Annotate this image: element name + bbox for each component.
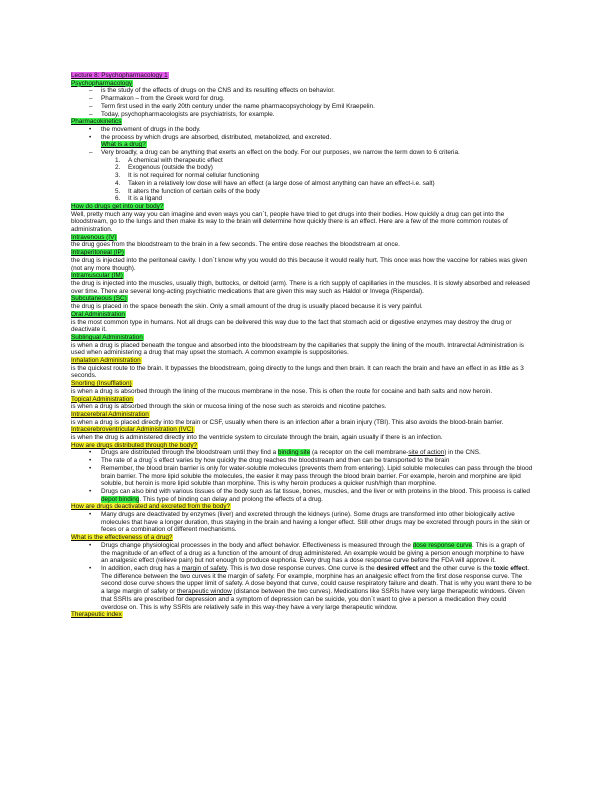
route-heading-row	[71, 272, 533, 280]
numbered-item	[71, 172, 533, 180]
heading-psychopharmacology: Psychopharmacology	[71, 79, 133, 87]
section-deactivated	[71, 503, 533, 511]
heading-intravenous-iv: Intravenous (IV)	[71, 233, 117, 241]
psychopharmacology-item-4: Today, psychopharmacologists are psychiatrists, for example.	[101, 110, 275, 118]
heading-snorting-insufflation: Snorting (Insufflation)	[71, 380, 132, 388]
heading-how-get-in: How do drugs get into our body?	[71, 202, 164, 210]
text: Drugs change physiological processes in the body and affect behavior. Effectiveness is measured through the	[101, 541, 413, 549]
text: and the other curve is the	[418, 565, 494, 572]
route-heading-row	[71, 295, 533, 303]
list-item	[71, 126, 533, 134]
list-item	[71, 149, 533, 157]
route-text-topical-administration: is when a drug is absorbed through the skin or mucosa lining of the nose such as steroids and nicotine patches.	[71, 403, 387, 411]
list-item	[71, 488, 533, 503]
criterion-text: It alters the function of certain cells of the body	[128, 187, 260, 195]
list-item	[71, 103, 533, 111]
criterion-text: It is not required for normal cellular functioning	[128, 172, 260, 180]
criterion-text: A chemical with therapeutic effect	[128, 156, 223, 164]
routes-of-administration	[71, 234, 533, 442]
numbered-item	[71, 180, 533, 188]
heading-inhalation-administration: Inhalation Administration	[71, 357, 141, 365]
item-number: 4.	[115, 179, 121, 187]
text: Remember, the blood brain barrier is only for water-soluble molecules (prevents them from entering). Lipid soluble molecules can pass through the blood brain barrier. The more lipid soluble the molecules, the easier it may pass through the blood brain barrier. For example, heroin and morphine are lipid soluble, but heroin is more lipid soluble than morphine. This is why heroin produces a quicker rush/high than morphine.	[101, 464, 533, 488]
dot-bullet: •	[89, 565, 92, 572]
text: . The difference between the two curves it the margin of safety. For example, morphine has an analgesic effect from the first dose response curve. The second dose curve shows the upper limit of safety. A dose beyond that curve, could cause respiratory failure and death. That is why you want there to be a large margin of safety or	[101, 565, 532, 596]
route-text-oral-administration: is the most common type in humans. Not all drugs can be delivered this way due to the fact that stomach acid or digestive enzymes may destroy the drug or deactivate it.	[71, 318, 512, 334]
section-psychopharmacology	[71, 80, 533, 88]
route-text-intravenous-iv: the drug goes from the bloodstream to the brain in a few seconds. The entire dose reaches the bloodstream at once.	[71, 241, 400, 249]
route-text-intracerebral-administration: is when a drug is placed directly into the brain or CSF, usually when there is an infection after a brain injury (TBI). This also avoids the blood-brain barrier.	[71, 418, 504, 426]
lecture-title-row	[71, 72, 533, 80]
lecture-title: Lecture 8: Psychopharmacology 1	[71, 72, 168, 79]
route-text-sublingual-administration: is when a drug is placed beneath the tongue and absorbed into the bloodstream by the capillaries that supply the lining of the mouth. Intrarectal Administration is used when administering a drug that may upset the stomach. A common example is suppositories.	[71, 341, 524, 357]
list-item	[71, 565, 533, 611]
route-heading-row	[71, 311, 533, 319]
text: ) in the CNS.	[444, 449, 481, 457]
item-number: 1.	[115, 156, 121, 164]
heading-deactivated: How are drugs deactivated and excreted from the body?	[71, 503, 231, 511]
item-number: 5.	[115, 187, 121, 195]
drug-criteria-list	[71, 157, 533, 203]
highlight-dose-response-curve: dose response curve	[412, 541, 473, 549]
text: (a receptor on the cell membrane-	[310, 449, 409, 457]
route-heading-row	[71, 396, 533, 404]
route-heading-row	[71, 411, 533, 419]
numbered-item	[71, 188, 533, 196]
dot-bullet: •	[89, 464, 92, 472]
pharmacokinetics-list	[71, 126, 533, 141]
psychopharmacology-item-3: Term first used in the early 20th century under the name pharmacopsychology by Emil Kraepelin.	[101, 102, 375, 110]
psychopharmacology-list	[71, 87, 533, 118]
criterion-text: Exogenous (outside the body)	[128, 164, 213, 172]
dash-bullet: –	[89, 110, 93, 118]
list-item	[71, 542, 533, 565]
heading-therapeutic-index: Therapeutic index	[71, 611, 122, 619]
route-heading-row	[71, 357, 533, 365]
section-what-is-drug	[71, 141, 533, 149]
route-text-snorting-insufflation: is when a drug is absorbed through the lining of the mucous membrane in the nose. This is often the route for cocaine and bath salts and now heroin.	[71, 387, 493, 395]
heading-intramuscular-im: Intramuscular (IM)	[71, 272, 123, 280]
list-item	[71, 457, 533, 465]
route-heading-row	[71, 426, 533, 434]
what-is-drug-intro: Very broadly, a drug can be anything that exerts an effect on the body. For our purposes, we narrow the term down to 6 criteria.	[101, 149, 460, 157]
route-heading-row	[71, 234, 533, 242]
dash-bullet: –	[89, 102, 93, 110]
list-item	[71, 95, 533, 103]
item-number: 6.	[115, 195, 121, 203]
list-item	[71, 511, 533, 534]
pharmacokinetics-item-2: the process by which drugs are absorbed, distributed, metabolized, and excreted.	[101, 133, 332, 141]
dot-bullet: •	[89, 487, 92, 495]
text: . This is two dose response curves. One curve is the	[226, 565, 377, 572]
heading-what-is-drug: What is a drug?	[101, 141, 146, 149]
section-therapeutic-index	[71, 611, 533, 619]
underline-site-of-action: site of action	[408, 449, 445, 457]
route-heading-row	[71, 249, 533, 257]
heading-oral-administration: Oral Administration	[71, 310, 125, 318]
dot-bullet: •	[89, 541, 92, 549]
list-item	[71, 87, 533, 95]
section-pharmacokinetics	[71, 118, 533, 126]
numbered-item	[71, 195, 533, 203]
list-item	[71, 134, 533, 142]
dash-bullet: –	[89, 149, 93, 157]
route-text-subcutaneous-sc: the drug is placed in the space beneath the skin. Only a small amount of the drug is usually placed because it is very painful.	[71, 303, 423, 311]
dot-bullet: •	[89, 457, 92, 465]
heading-subcutaneous-sc: Subcutaneous (SC)	[71, 295, 127, 303]
heading-sublingual-administration: Sublingual Administration	[71, 333, 143, 341]
list-item	[71, 111, 533, 119]
list-item	[71, 449, 533, 457]
dot-bullet: •	[89, 449, 92, 457]
document-body	[71, 72, 533, 619]
dot-bullet: •	[89, 125, 92, 133]
heading-distributed: How are drugs distributed through the body?	[71, 441, 198, 449]
psychopharmacology-item-1: is the study of the effects of drugs on the CNS and its resulting effects on behavior.	[101, 87, 335, 95]
route-heading-row	[71, 334, 533, 342]
highlight-binding-site: binding site	[277, 449, 311, 457]
route-text-intraperitoneal-ip: the drug is injected into the peritoneal cavity. I don`t know why you would do this because it would really hurt. This once was how the vaccine for rabies was given (not any more though).	[71, 256, 528, 272]
text: . This is a graph of the magnitude of an effect of a drug as a function of the amount of drug administered. An example would be giving a person enough morphine to have an analgesic effect (relieve pain) but not enough to produce euphoria. Every drug has a dose response curve before the FDA will approve it.	[101, 541, 525, 565]
text: Drugs are distributed through the bloodstream until they find a	[101, 449, 278, 457]
how-get-in-text: Well, pretty much any way you can imagine and even ways you can`t, people have tried to get drugs into their bodies. How quickly a drug can get into the bloodstream, go to the lungs and then make its way to the brain will determine how quickly there is an effect. Here are a few of the more common routes of administration.	[71, 210, 508, 234]
route-heading-row	[71, 380, 533, 388]
text: Many drugs are deactivated by enzymes (liver) and excreted through the kidneys (urine). Some drugs are transformed into other biologically active molecules that have a longer duration, thus staying in the brain and having a longer effect. Still other drugs may be excreted through pours in the skin or feces or a combination of different mechanisms.	[101, 511, 531, 534]
heading-topical-administration: Topical Administration	[71, 395, 133, 403]
heading-effectiveness: What is the effectiveness of a drug?	[71, 534, 173, 542]
heading-intraperitoneal-ip: Intraperitoneal (IP)	[71, 249, 124, 257]
bold-toxic-effect: toxic effect	[493, 565, 528, 572]
dot-bullet: •	[89, 511, 92, 519]
item-number: 3.	[115, 172, 121, 180]
route-text-intramuscular-im: the drug is injected into the muscles, usually thigh, buttocks, or deltoid (arm). There is a rich supply of capillaries in the muscles. It is slowly absorbed and released over time. There are several long-acting psychiatric medications that are given this way such as Haldol or Invega (Risperdal).	[71, 279, 530, 295]
text: . This type of binding can delay and prolong the effects of a drug.	[139, 495, 323, 503]
route-text-inhalation-administration: is the quickest route to the brain. It bypasses the bloodstream, going directly to the lungs and then brain. It can reach the brain and have an effect in as little as 3 seconds.	[71, 364, 524, 380]
highlight-depot-binding: depot binding	[101, 495, 140, 503]
dash-bullet: –	[89, 87, 93, 95]
dot-bullet: •	[89, 133, 92, 141]
underline-margin-of-safety: margin of safety	[181, 565, 227, 572]
pharmacokinetics-item-1: the movement of drugs in the body.	[101, 125, 201, 133]
route-text-intracerebroventricular-administration-ivc: is when the drug is administered directly into the ventricle system to circulate through the brain, again usually if there is an infection.	[71, 434, 443, 442]
psychopharmacology-item-2: Pharmakon – from the Greek word for drug.	[101, 95, 225, 103]
section-effectiveness	[71, 534, 533, 542]
text: In addition, each drug has a	[101, 565, 182, 572]
list-item	[71, 465, 533, 488]
heading-intracerebroventricular-administration-ivc: Intracerebroventricular Administration (IVC)	[71, 426, 194, 434]
text: Drugs can also bind with various tissues of the body such as fat tissue, bones, muscles, and the liver or with proteins in the blood. This process is called	[101, 487, 530, 495]
text: The rate of a drug`s effect varies by how quickly the drug reaches the bloodstream and then can be transported to the brain	[101, 457, 450, 465]
heading-pharmacokinetics: Pharmacokinetics	[71, 118, 122, 126]
section-how-get-in	[71, 203, 533, 211]
item-number: 2.	[115, 164, 121, 172]
dash-bullet: –	[89, 95, 93, 103]
underline-therapeutic-window: therapeutic window	[177, 588, 232, 596]
text: (distance between the two curves). Medications like SSRIs have very large therapeutic windows. Given that SSRIs are prescribed for depression and a symptom of depression can be suicide, you don`t want to give a person a medication they could overdose on. This is why SSRIs are relatively safe in this way-they have a very large therapeutic window.	[101, 588, 525, 611]
criterion-text: Taken in a relatively low dose will have an effect (a large dose of almost anything can have an effect-i.e. salt)	[128, 179, 435, 187]
bold-desired-effect: desired effect	[376, 565, 418, 572]
numbered-item	[71, 164, 533, 172]
heading-intracerebral-administration: Intracerebral Administration	[71, 410, 149, 418]
numbered-item	[71, 157, 533, 165]
criterion-text: It is a ligand	[128, 195, 163, 203]
section-distributed	[71, 442, 533, 450]
